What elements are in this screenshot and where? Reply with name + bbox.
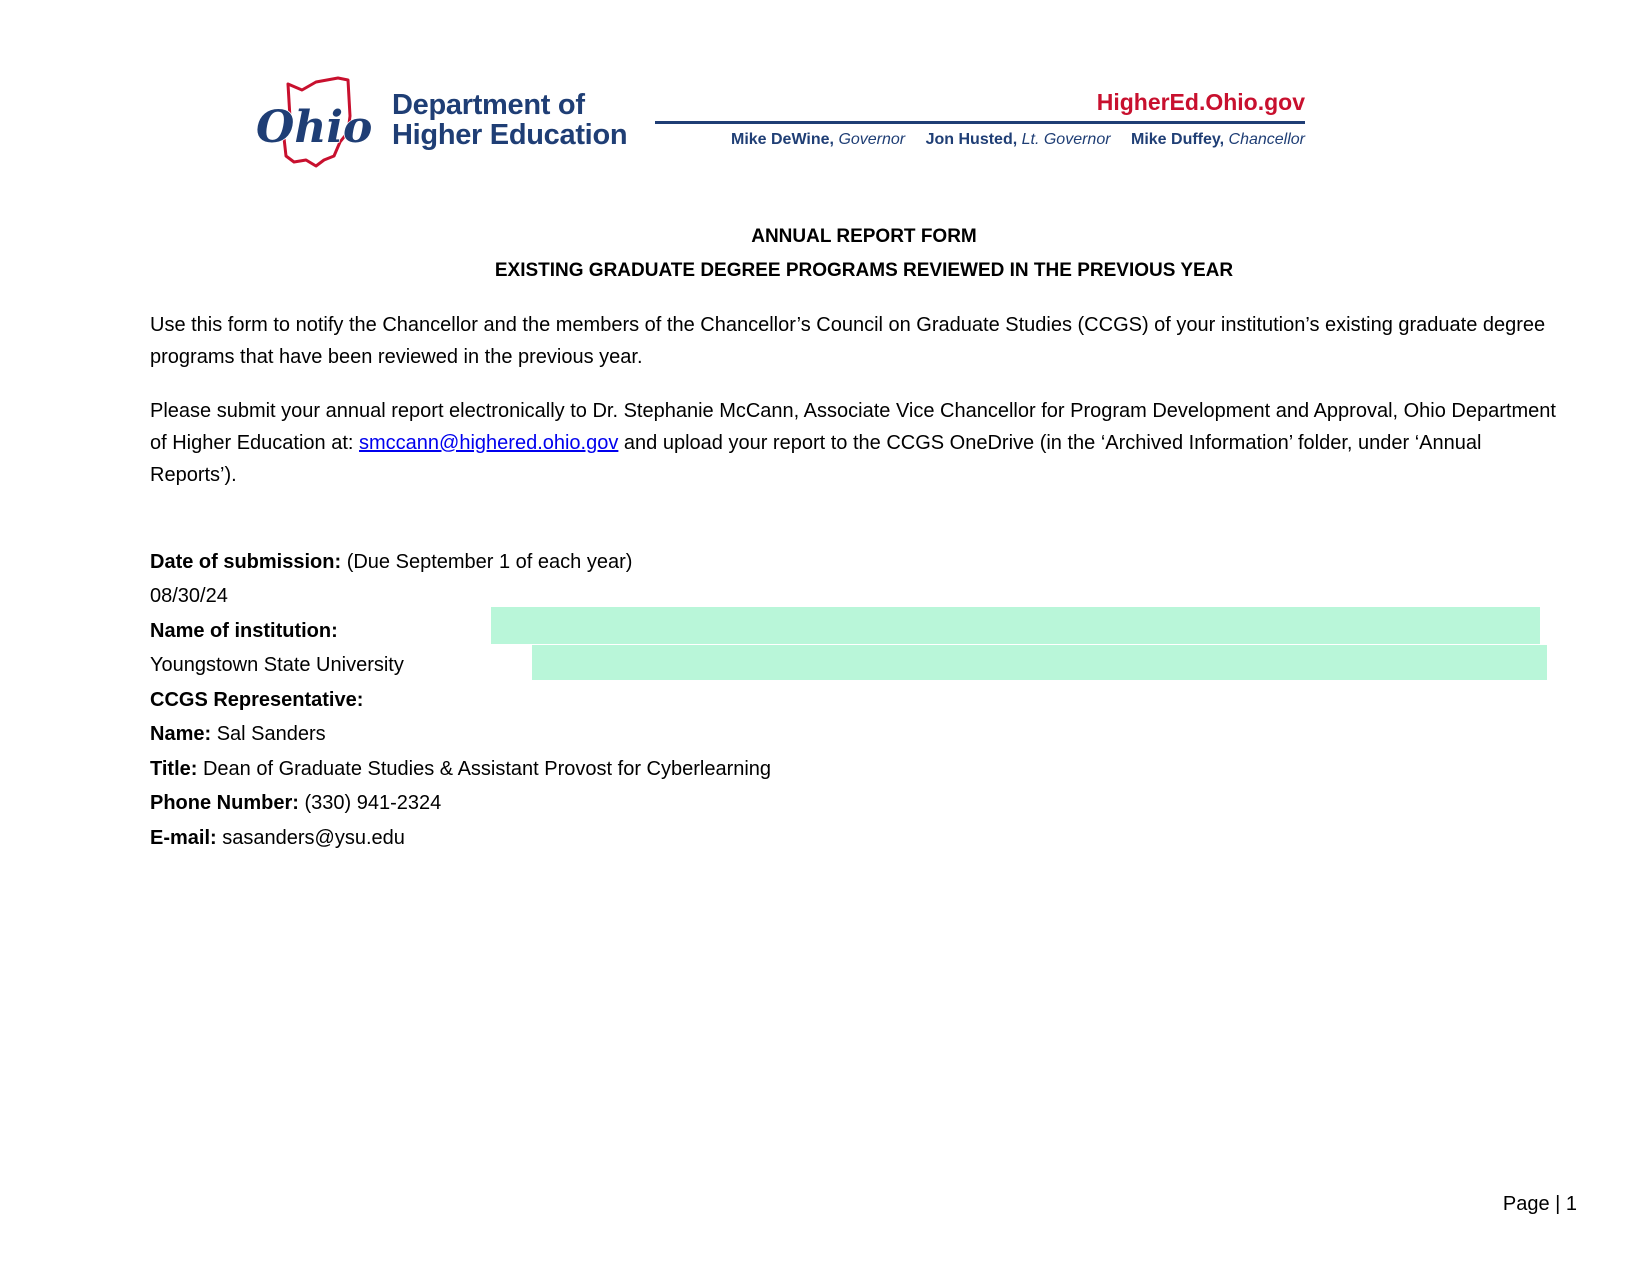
name-value: Sal Sanders	[211, 723, 326, 745]
date-label: Date of submission:	[150, 551, 342, 573]
institution-label: Name of institution:	[150, 620, 338, 642]
institution-row	[150, 617, 338, 645]
name-label: Name:	[150, 723, 212, 745]
form-title: ANNUAL REPORT FORM	[751, 226, 977, 247]
ccgs-representative-row	[150, 686, 363, 714]
phone-label: Phone Number:	[150, 792, 299, 814]
department-name	[392, 90, 627, 150]
department-name-line1: Department of	[392, 89, 585, 121]
official-name: Mike DeWine,	[730, 131, 834, 148]
page-number: Page | 1	[1502, 1193, 1577, 1215]
officials-list	[715, 131, 1305, 149]
website-url[interactable]: HigherEd.Ohio.gov	[1096, 89, 1305, 115]
email-value: sasanders@ysu.edu	[216, 827, 405, 849]
title-label: Title:	[150, 758, 198, 780]
date-note: (Due September 1 of each year)	[341, 551, 633, 573]
name-row	[150, 720, 326, 748]
phone-value: (330) 941-2324	[298, 792, 442, 814]
official-chancellor	[1131, 131, 1305, 148]
date-value: 08/30/24	[150, 585, 228, 607]
department-name-line2: Higher Education	[392, 119, 628, 151]
institution-value: Youngstown State University	[150, 654, 404, 676]
email-row	[150, 824, 405, 852]
ccgs-label: CCGS Representative:	[150, 689, 364, 711]
highlight-block	[532, 645, 1547, 680]
official-title: Chancellor	[1228, 131, 1305, 148]
title-value: Dean of Graduate Studies & Assistant Provost for Cyberlearning	[197, 758, 772, 780]
logo-wordmark: Ohio	[256, 102, 373, 153]
email-label: E-mail:	[150, 827, 217, 849]
ohio-logo	[254, 76, 376, 170]
official-title: Lt. Governor	[1021, 131, 1111, 148]
official-title: Governor	[838, 131, 906, 148]
submission-paragraph	[150, 395, 1570, 491]
submission-email-link[interactable]: smccann@highered.ohio.gov	[359, 432, 619, 454]
date-of-submission-row	[150, 548, 632, 576]
title-row	[150, 755, 771, 783]
official-name: Mike Duffey,	[1131, 131, 1225, 148]
form-subtitle: EXISTING GRADUATE DEGREE PROGRAMS REVIEWED IN THE PREVIOUS YEAR	[494, 260, 1234, 281]
header-divider	[655, 121, 1305, 124]
official-name: Jon Husted,	[925, 131, 1018, 148]
official-governor	[731, 131, 905, 148]
submission-text-before: Please submit your annual report electronically to Dr. Stephanie McCann, Associate Vice Chancellor for Program Development and Approval, Ohio Department of Higher Education at:	[150, 400, 1556, 454]
official-lt-governor	[926, 131, 1111, 148]
phone-row	[150, 789, 441, 817]
submission-text-after: and upload your report to the CCGS OneDrive (in the ‘Archived Information’ folder, under ‘Annual Reports’).	[150, 432, 1482, 486]
highlight-block	[491, 607, 1540, 644]
intro-paragraph: Use this form to notify the Chancellor and the members of the Chancellor’s Council on Graduate Studies (CCGS) of your institution’s existing graduate degree programs that have been reviewed in the previous year.	[150, 314, 1546, 368]
